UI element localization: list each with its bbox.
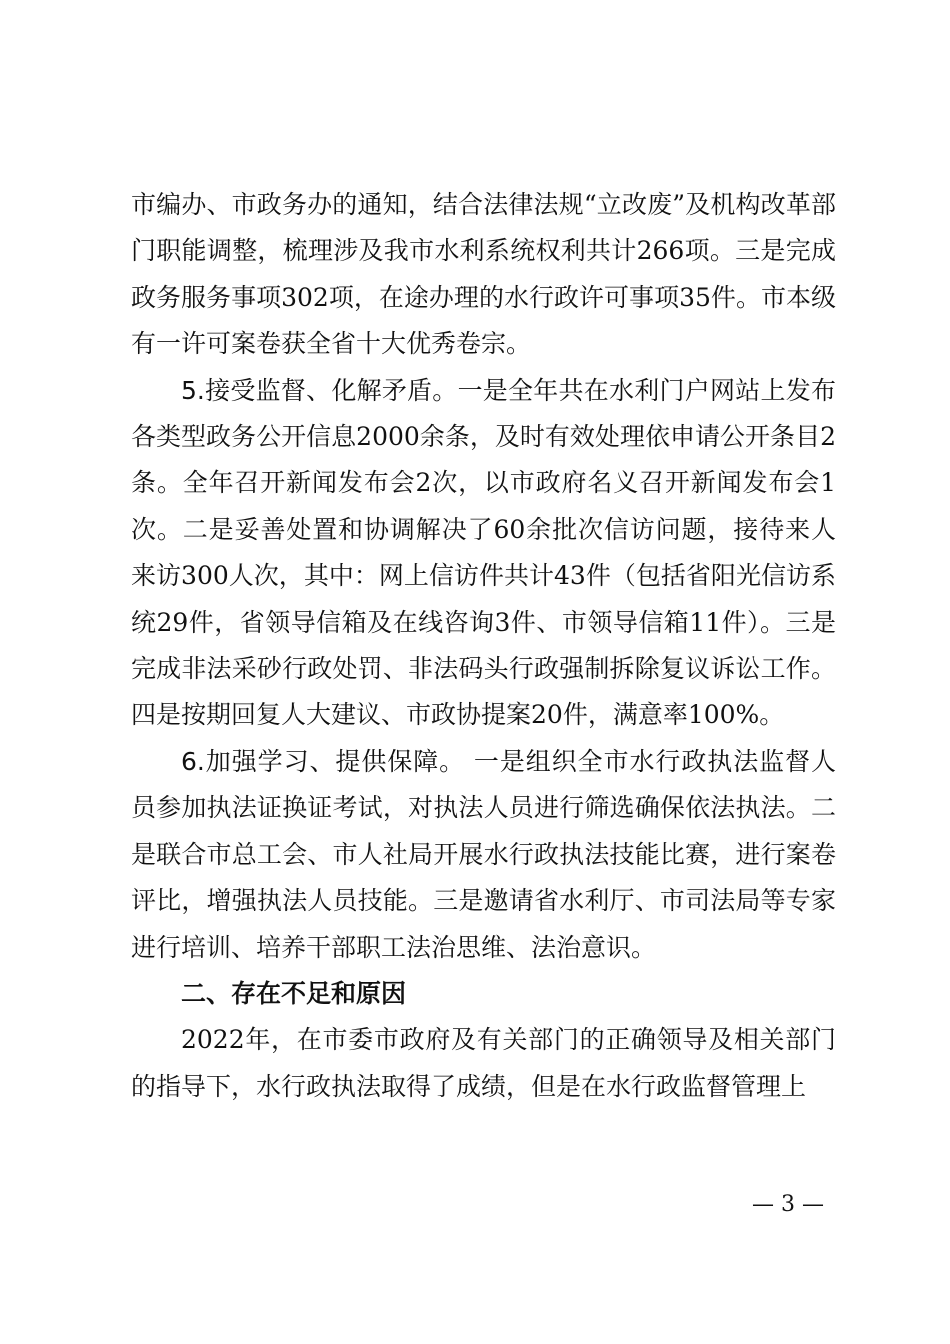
item-5-body: 一是全年共在水利门户网站上发布各类型政务公开信息2000余条，及时有效处理依申请公开条目2条。全年召开新闻发布会2次，以市政府名义召开新闻发布会1次。二是妥善处置和协调解决了60余批次信访问题，接待来人来访300人次，其中：网上信访件共计43件（包括省阳光信访系统29件，省领导信箱及在线咨询3件、市领导信箱11件）。三是完成非法采砂行政处罚、非法码头行政强制拆除复议诉讼工作。四是按期回复人大建议、市政协提案20件，满意率100%。 — [131, 375, 836, 730]
item-6-body: 一是组织全市水行政执法监督人员参加执法证换证考试，对执法人员进行筛选确保依法执法。二是联合市总工会、市人社局开展水行政执法技能比赛，进行案卷评比，增强执法人员技能。三是邀请省水利厅、市司法局等专家进行培训、培养干部职工法治思维、法治意识。 — [131, 746, 836, 962]
section-paragraph: 2022年，在市委市政府及有关部门的正确领导及相关部门的指导下，水行政执法取得了成绩，但是在水行政监督管理上 — [131, 1025, 836, 1101]
paragraph-continuation: 市编办、市政务办的通知，结合法律法规“立改废”及机构改革部门职能调整，梳理涉及我市水利系统权利共计266项。三是完成政务服务事项302项，在途办理的水行政许可事项35件。市本级有一许可案卷获全省十大优秀卷宗。 — [131, 190, 836, 359]
item-5-heading: 5.接受监督、化解矛盾。 — [181, 375, 458, 405]
section-heading: 二、存在不足和原因 — [181, 978, 407, 1008]
item-6-heading: 6.加强学习、提供保障。 — [181, 746, 466, 776]
paragraph-item-6 — [131, 739, 836, 971]
document-body — [131, 182, 836, 1110]
page-number: — 3 — — [752, 1192, 824, 1217]
paragraph-item-5 — [131, 368, 836, 739]
